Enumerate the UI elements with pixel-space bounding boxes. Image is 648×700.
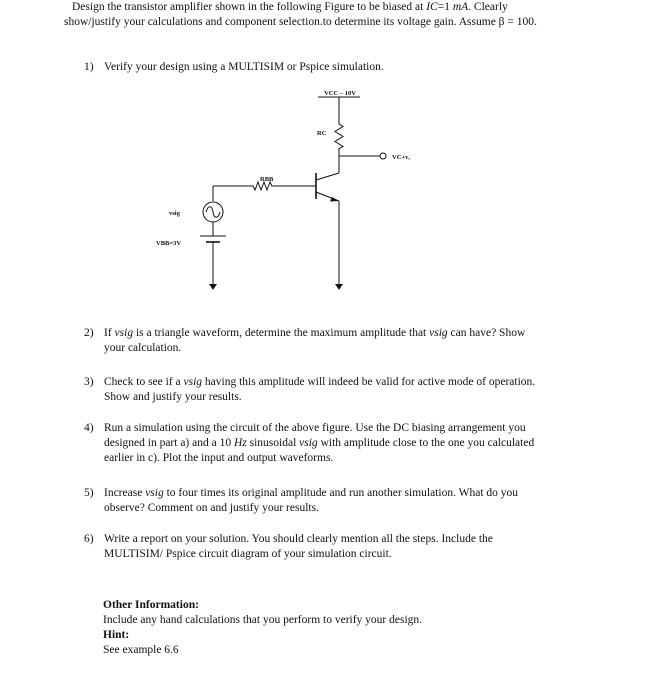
question-4: 4) Run a simulation using the circuit of the above figure. Use the DC biasing arrangement you designed in part a) and a 10 Hz sinusoidal vsig with amplitude close to the one you calculated earlier in c). Plot the input and output waveforms.	[84, 422, 535, 464]
transistor-collector	[316, 173, 339, 180]
sine-symbol	[206, 207, 220, 218]
question-3: 3) Check to see if a vsig having this amplitude will indeed be valid for active mode of operation. Show and justify your results.	[84, 376, 536, 403]
hint-text: See example 6.6	[103, 644, 179, 656]
other-heading: Other Information:	[103, 599, 199, 611]
ground-symbol-right	[335, 284, 343, 290]
question-6: 6) Write a report on your solution. You should clearly mention all the steps. Include the MULTISIM/ Pspice circuit diagram of your simulation circuit.	[84, 533, 493, 560]
intro-line-2: show/justify your calculations and component selection.to determine its voltage gain. Assume β = 100.	[64, 16, 537, 28]
other-text: Include any hand calculations that you perform to verify your design.	[103, 614, 423, 626]
vbb-label: VBB=3V	[156, 240, 182, 247]
rc-resistor	[335, 118, 343, 152]
other-information	[103, 598, 583, 658]
output-terminal	[380, 153, 386, 159]
question-2: 2) If vsig is a triangle waveform, determine the maximum amplitude that vsig can have? Show your calculation.	[84, 327, 526, 354]
question-1: 1) Verify your design using a MULTISIM or Pspice simulation.	[84, 61, 384, 73]
rbb-resistor	[246, 182, 276, 190]
question-5: 5) Increase vsig to four times its original amplitude and run another simulation. What do you observe? Comment on and justify your results.	[84, 487, 519, 514]
vsig-label: vsig	[169, 210, 180, 217]
hint-heading: Hint:	[103, 629, 130, 641]
intro-line-1: Design the transistor amplifier shown in the following Figure to be biased at IC=1 mA. Clearly	[72, 1, 508, 13]
ground-symbol-left	[209, 284, 217, 290]
vcc-label: VCC – 10V	[324, 90, 356, 97]
vout-label: VC+vₒ	[392, 154, 411, 161]
rbb-label: RBB	[260, 176, 274, 183]
rc-label: RC	[317, 130, 327, 137]
